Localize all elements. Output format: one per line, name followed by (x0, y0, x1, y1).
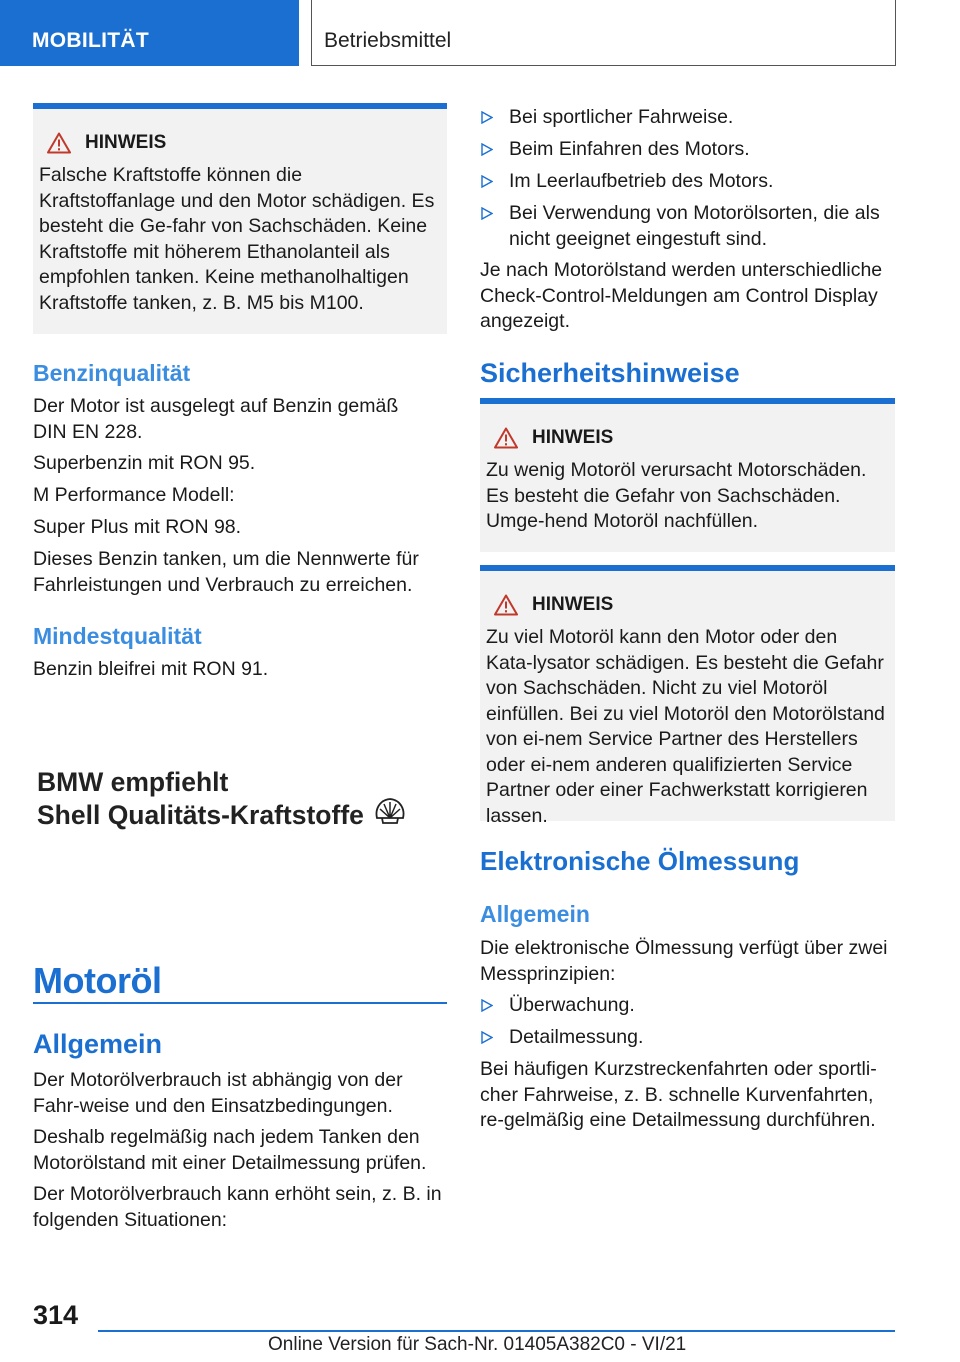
notice-header (39, 131, 441, 155)
paragraph: Benzin bleifrei mit RON 91. (33, 658, 269, 680)
warning-triangle-icon (494, 427, 518, 449)
list-item-text: Bei sportlicher Fahrweise. (509, 106, 734, 128)
bullet-triangle-icon (481, 207, 493, 220)
chapter-title: MOBILITÄT (32, 29, 150, 52)
list-item (480, 993, 895, 1019)
paragraph: Superbenzin mit RON 95. (33, 452, 256, 474)
notice-title: HINWEIS (85, 132, 167, 153)
list-item (480, 105, 895, 131)
list-item (480, 169, 895, 195)
notice-oil-low (480, 398, 895, 552)
notice-text: Zu wenig Motoröl verursacht Motorschäden. Es besteht die Gefahr von Sachschäden. Umge-hend Motoröl nachfüllen. (486, 459, 867, 532)
bullet-triangle-icon (481, 1031, 493, 1044)
warning-triangle-icon (494, 594, 518, 616)
chapter-tab[interactable] (0, 0, 299, 66)
paragraph: Super Plus mit RON 98. (33, 516, 242, 538)
heading-benzinqualitaet: Benzinqualität (33, 360, 191, 386)
heading-elektronische-oelmessung: Elektronische Ölmessung (480, 846, 800, 876)
list-item (480, 137, 895, 163)
heading-allgemein: Allgemein (480, 901, 590, 927)
paragraph: Der Motorölverbrauch ist abhängig von der Fahr-weise und den Einsatzbedingungen. (33, 1069, 403, 1117)
section-rule (33, 1002, 447, 1004)
list-item (480, 201, 895, 252)
section-title-motoroel: Motoröl (33, 960, 162, 1001)
notice-text: Falsche Kraftstoffe können die Kraftstoffanlage und den Motor schädigen. Es besteht die Ge-fahr von Sachschäden. Keine Kraftstoffe mit höherem Ethanolanteil als empfohlen tanken. Keine methanolhaltigen Kraftstoffe tanken, z. B. M5 bis M100. (39, 164, 435, 314)
shell-line: Shell Qualitäts-Kraftstoffe (37, 800, 364, 830)
section-tab (311, 0, 896, 66)
notice-title: HINWEIS (532, 427, 614, 448)
notice-title: HINWEIS (532, 594, 614, 615)
page-number: 314 (33, 1300, 79, 1330)
paragraph: Dieses Benzin tanken, um die Nennwerte für Fahrleistungen und Verbrauch zu erreichen. (33, 548, 419, 596)
list-item-text: Detailmessung. (509, 1026, 644, 1048)
shell-line: BMW empfiehlt (37, 767, 229, 797)
section-title: Betriebsmittel (324, 29, 452, 52)
notice-oil-high (480, 565, 895, 827)
shell-recommendation (37, 766, 364, 832)
bullet-triangle-icon (481, 175, 493, 188)
paragraph: M Performance Modell: (33, 484, 235, 506)
list-item-text: Im Leerlaufbetrieb des Motors. (509, 170, 774, 192)
list-item-text: Bei Verwendung von Motorölsorten, die als nicht geeignet eingestuft sind. (509, 202, 880, 250)
footer-version: Online Version für Sach-Nr. 01405A382C0 - VI/21 (268, 1334, 687, 1355)
list-item-text: Beim Einfahren des Motors. (509, 138, 750, 160)
heading-mindestqualitaet: Mindestqualität (33, 623, 202, 649)
paragraph: Die elektronische Ölmessung verfügt über zwei Messprinzipien: (480, 937, 888, 985)
shell-logo-icon (374, 796, 406, 826)
paragraph: Je nach Motorölstand werden unterschiedliche Check-Control-Meldungen am Control Display angezeigt. (480, 259, 883, 332)
notice-header (486, 426, 889, 450)
footer-rule (98, 1330, 895, 1332)
list-item-text: Überwachung. (509, 994, 635, 1016)
paragraph: Bei häufigen Kurzstreckenfahrten oder sportli-cher Fahrweise, z. B. schnelle Kurvenfahrten, re-gelmäßig eine Detailmessung durchführen. (480, 1058, 877, 1131)
paragraph: Deshalb regelmäßig nach jedem Tanken den Motorölstand mit einer Detailmessung prüfen. (33, 1126, 427, 1174)
paragraph: Der Motorölverbrauch kann erhöht sein, z. B. in folgenden Situationen: (33, 1183, 442, 1231)
paragraph: Der Motor ist ausgelegt auf Benzin gemäß DIN EN 228. (33, 395, 399, 443)
warning-triangle-icon (47, 132, 71, 154)
bullet-triangle-icon (481, 999, 493, 1012)
bullet-triangle-icon (481, 111, 493, 124)
notice-fuel (33, 103, 447, 334)
bullet-triangle-icon (481, 143, 493, 156)
heading-allgemein: Allgemein (33, 1029, 163, 1059)
list-item (480, 1025, 895, 1051)
notice-header (486, 593, 889, 617)
heading-sicherheitshinweise: Sicherheitshinweise (480, 358, 740, 388)
notice-text: Zu viel Motoröl kann den Motor oder den Kata-lysator schädigen. Es besteht die Gefahr von Sachschäden. Nicht zu viel Motoröl einfüllen. Bei zu viel Motoröl den Motorölstand von ei-nem Service Partner des Herstellers oder ei-nem anderen qualifizierten Service Partner oder einer Fachwerkstatt korrigieren lassen. (486, 626, 885, 827)
